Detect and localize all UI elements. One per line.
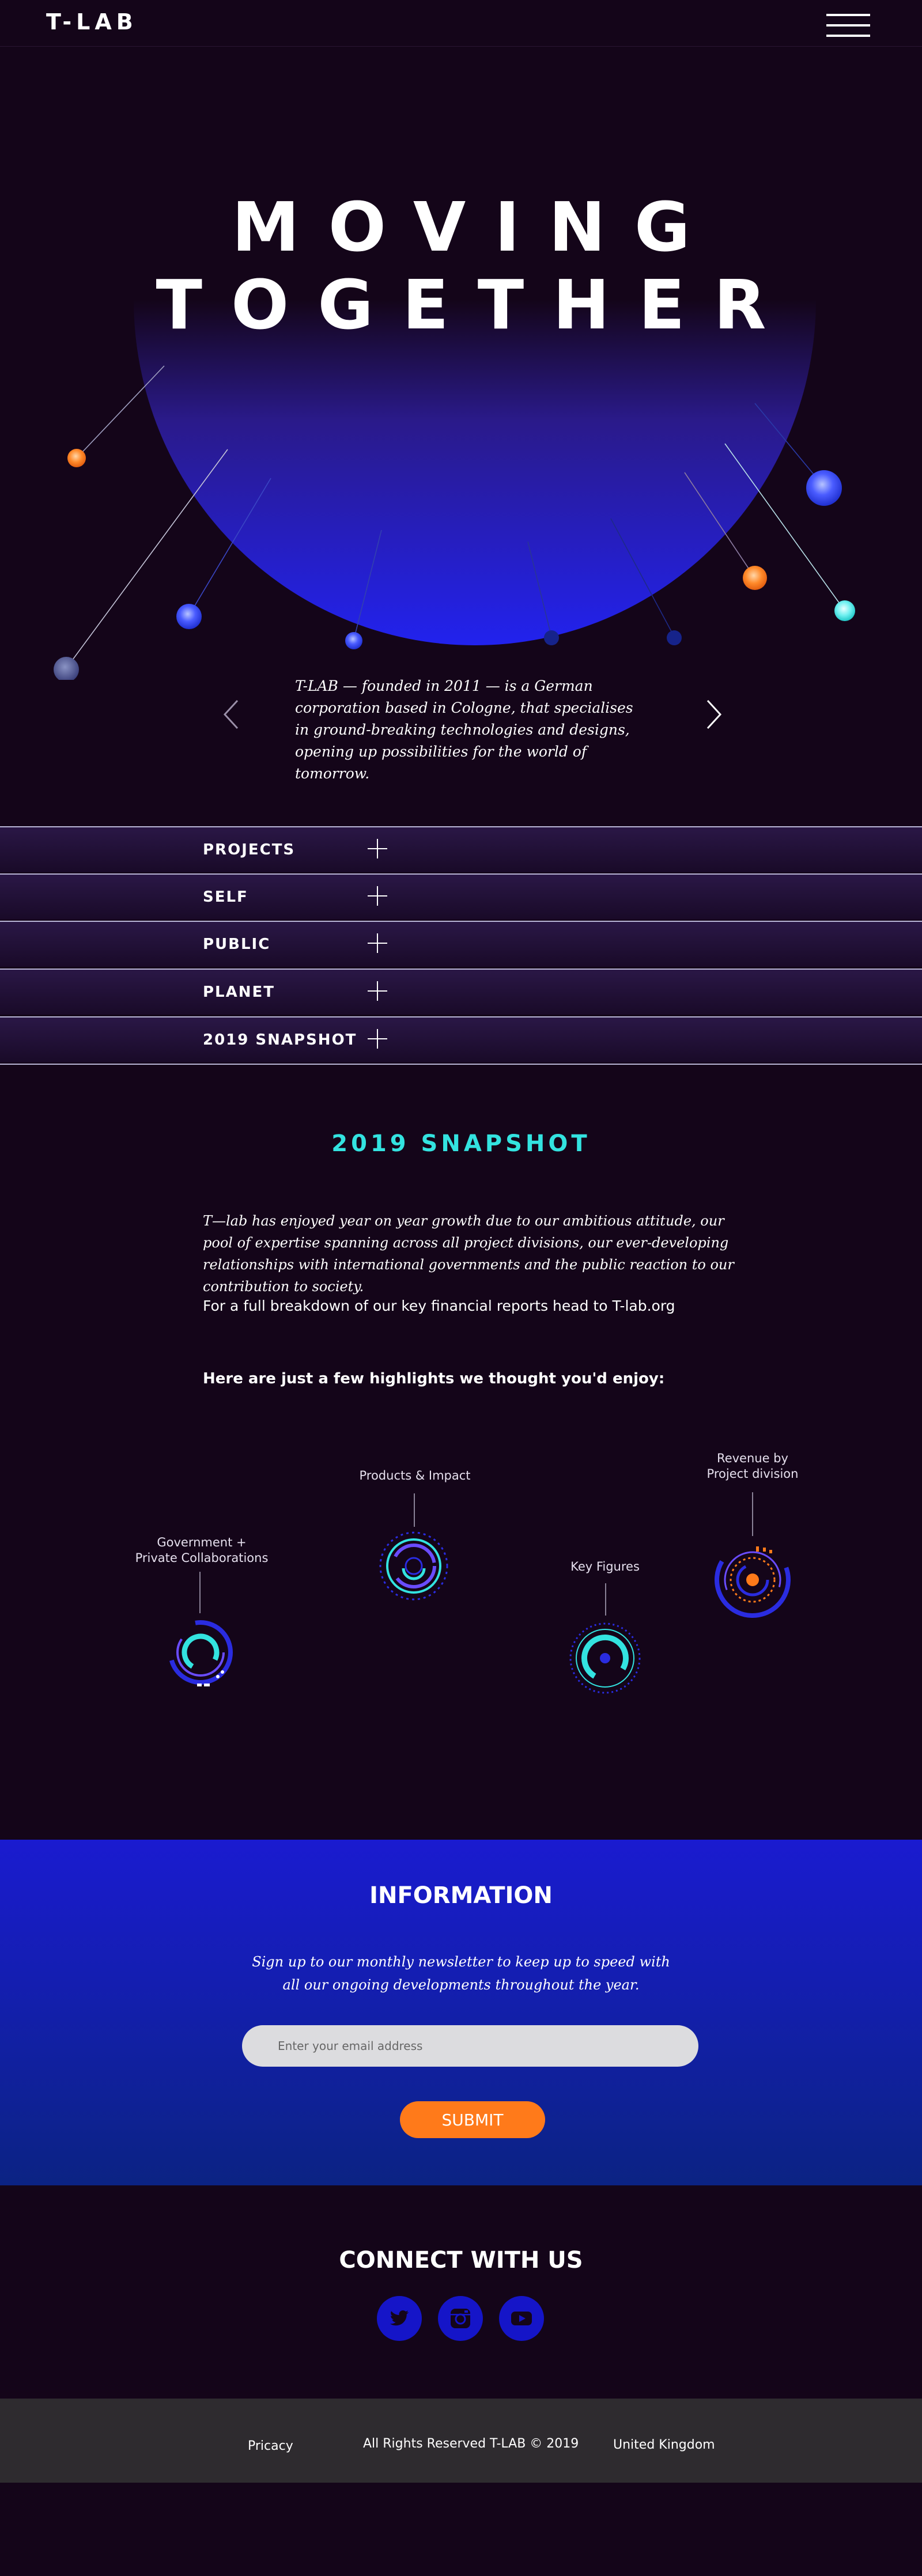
orbit-planet xyxy=(544,630,559,645)
privacy-link[interactable]: Pricacy xyxy=(248,2439,293,2453)
chevron-right-icon[interactable] xyxy=(702,697,725,732)
highlight-label-line: Products & Impact xyxy=(359,1469,471,1482)
snapshot-financial-text: For a full breakdown of our key financial reports head to T-lab.org xyxy=(203,1298,675,1314)
highlight-label-line: Private Collaborations xyxy=(135,1551,269,1565)
hamburger-menu-icon[interactable] xyxy=(826,14,870,37)
connect-title: CONNECT WITH US xyxy=(339,2247,583,2274)
plus-icon[interactable] xyxy=(368,933,387,953)
orbit-planet xyxy=(54,657,79,680)
copyright-text: All Rights Reserved T-LAB © 2019 xyxy=(363,2437,579,2451)
chevron-left-icon[interactable] xyxy=(220,697,243,732)
hero-dome xyxy=(134,300,816,645)
orbit-planet xyxy=(67,449,86,467)
highlight-label-collaborations xyxy=(109,1535,294,1566)
accordion-item-2019-snapshot[interactable] xyxy=(0,1016,922,1062)
region-link[interactable]: United Kingdom xyxy=(613,2438,715,2452)
highlight-connector xyxy=(752,1492,753,1536)
highlight-label-key-figures xyxy=(513,1559,697,1575)
orbit-planet xyxy=(806,470,842,506)
orbit-planet xyxy=(345,632,362,649)
accordion-item-projects[interactable] xyxy=(0,826,922,872)
accordion-label: SELF xyxy=(203,888,248,906)
plus-icon[interactable] xyxy=(368,886,387,906)
newsletter-description: Sign up to our monthly newsletter to keep up to speed with all our ongoing developments throughout the year. xyxy=(252,1954,670,1993)
accordion-label: 2019 SNAPSHOT xyxy=(203,1031,357,1049)
orbit-planet xyxy=(834,600,855,621)
products-dial-icon[interactable] xyxy=(376,1528,452,1604)
plus-icon[interactable] xyxy=(368,839,387,858)
revenue-dial-icon[interactable] xyxy=(710,1537,795,1622)
snapshot-intro: T—lab has enjoyed year on year growth due to our ambitious attitude, our pool of expertise spanning across all project divisions, our ever-developing relationships with international governments and the public reaction to our contribution to society. xyxy=(203,1213,734,1295)
snapshot-title: 2019 SNAPSHOT xyxy=(331,1130,591,1157)
instagram-icon[interactable] xyxy=(438,2296,483,2341)
orbit-planet xyxy=(176,604,202,629)
hero-title-line2: TOGETHER xyxy=(156,265,795,345)
highlight-label-line: Key Figures xyxy=(570,1560,640,1573)
highlight-connector xyxy=(199,1572,201,1613)
hero-description: T-LAB — founded in 2011 — is a German corporation based in Cologne, that specialises in ground-breaking technologies and designs, opening up possibilities for the world of tomorrow. xyxy=(295,678,633,782)
collaborations-dial-icon[interactable] xyxy=(160,1612,241,1693)
key-figures-dial-icon[interactable] xyxy=(567,1620,643,1696)
highlight-label-line: Revenue by xyxy=(717,1451,788,1465)
site-header xyxy=(0,0,922,47)
twitter-icon[interactable] xyxy=(377,2296,422,2341)
site-footer xyxy=(0,2399,922,2483)
highlight-label-products xyxy=(323,1468,507,1484)
plus-icon[interactable] xyxy=(368,981,387,1001)
accordion-divider xyxy=(0,1064,922,1065)
orbit-planet xyxy=(743,566,767,590)
submit-button[interactable]: SUBMIT xyxy=(400,2101,545,2138)
accordion-item-planet[interactable] xyxy=(0,969,922,1015)
site-logo[interactable]: T-LAB xyxy=(46,9,138,35)
hero-title-line1: MOVING xyxy=(232,187,719,267)
highlight-connector xyxy=(605,1583,606,1616)
highlight-label-revenue xyxy=(660,1451,845,1482)
hero-orbit-graphic xyxy=(0,46,922,680)
orbit-planet xyxy=(667,630,682,645)
accordion-item-public[interactable] xyxy=(0,921,922,967)
highlight-label-line: Government + xyxy=(157,1535,247,1549)
information-title: INFORMATION xyxy=(369,1882,553,1909)
highlight-label-line: Project division xyxy=(706,1467,799,1481)
snapshot-highlights-intro: Here are just a few highlights we thought you'd enjoy: xyxy=(203,1370,665,1387)
youtube-icon[interactable] xyxy=(499,2296,544,2341)
accordion-label: PUBLIC xyxy=(203,936,271,953)
newsletter-section xyxy=(0,1840,922,2185)
email-field[interactable] xyxy=(242,2025,698,2067)
accordion-item-self[interactable] xyxy=(0,873,922,920)
accordion-label: PLANET xyxy=(203,984,275,1001)
highlight-connector xyxy=(414,1493,415,1527)
accordion-label: PROJECTS xyxy=(203,841,296,858)
plus-icon[interactable] xyxy=(368,1029,387,1049)
